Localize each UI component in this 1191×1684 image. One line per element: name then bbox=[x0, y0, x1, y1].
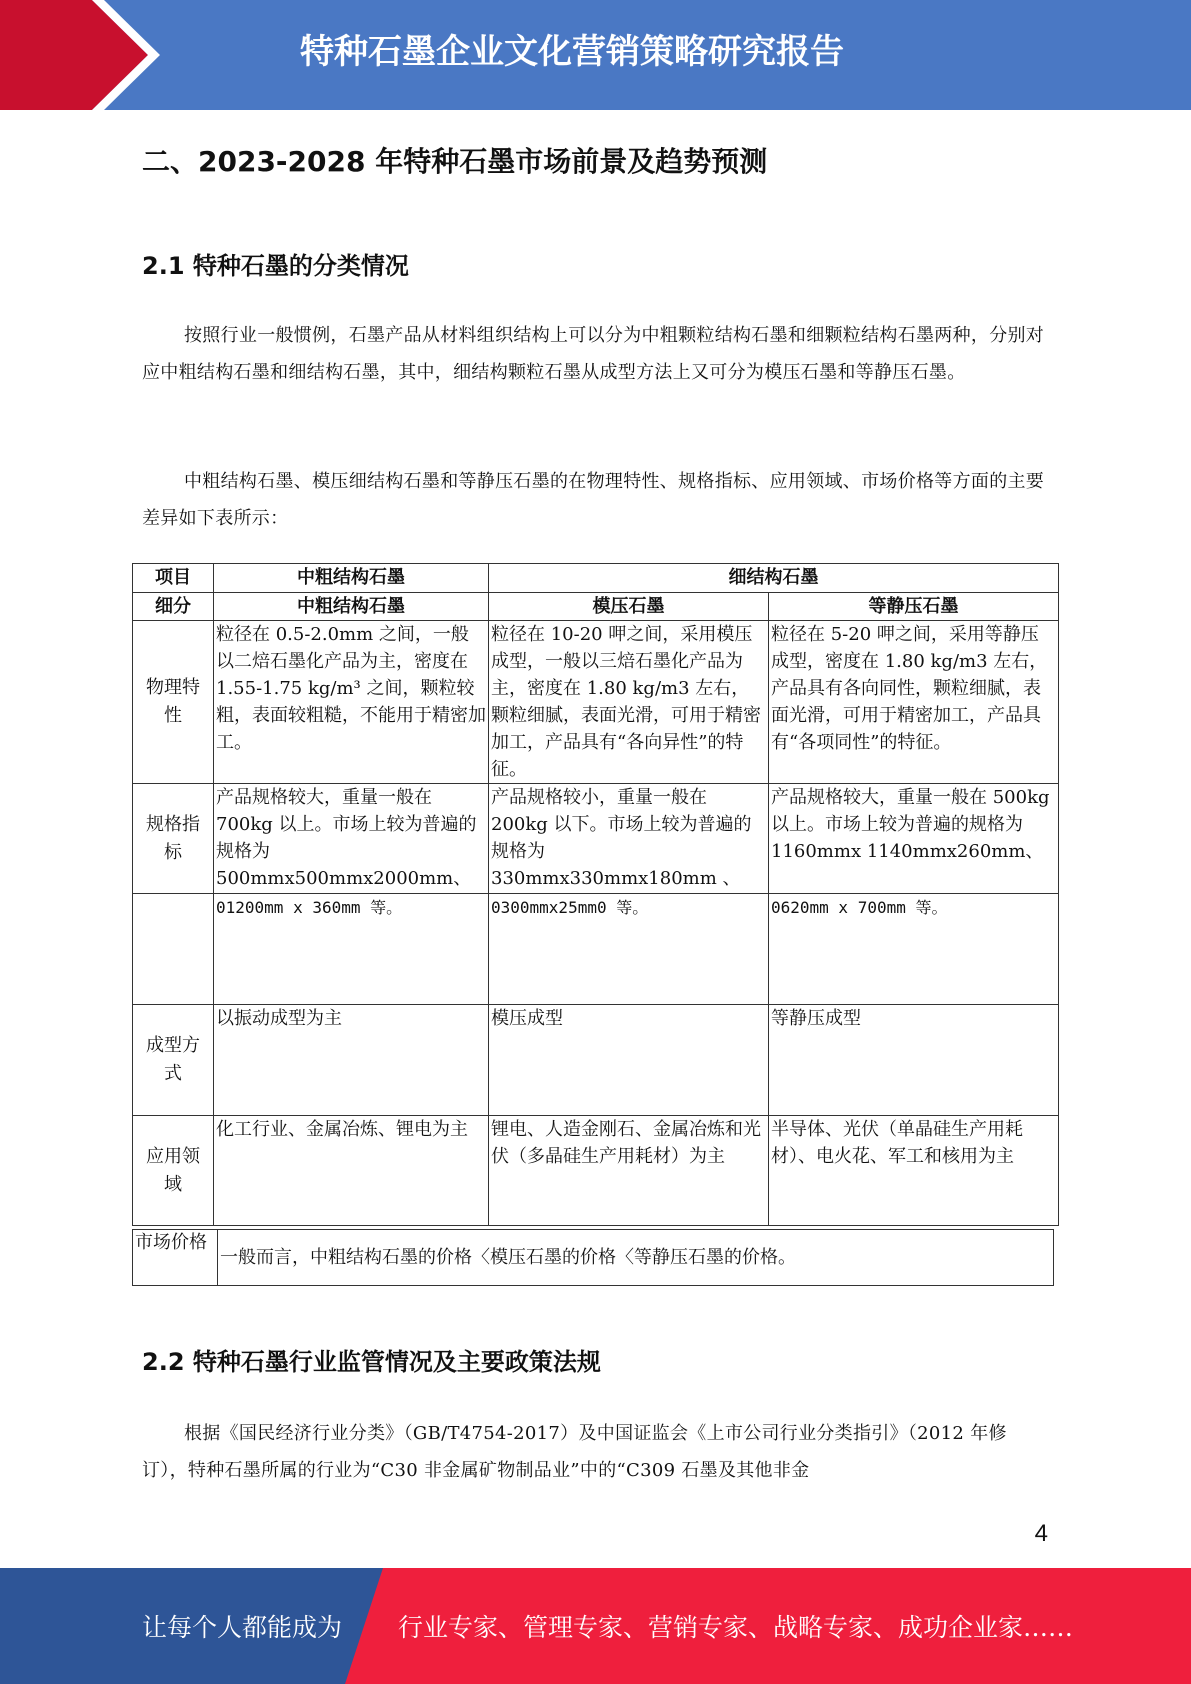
table-subheader-row bbox=[133, 593, 1059, 621]
cell-application-coarse: 化工行业、金属冶炼、锂电为主 bbox=[214, 1116, 489, 1226]
cell-application-iso: 半导体、光伏（单晶硅生产用耗材）、电火花、军工和核用为主 bbox=[769, 1116, 1059, 1226]
header-coarse: 中粗结构石墨 bbox=[214, 564, 489, 593]
subsection-heading-2-2: 2.2 特种石墨行业监管情况及主要政策法规 bbox=[142, 1348, 601, 1376]
page-footer-banner bbox=[0, 1568, 1191, 1684]
table-row bbox=[133, 894, 1059, 1005]
row-label-physical: 物理特性 bbox=[133, 621, 214, 784]
paragraph-differences: 中粗结构石墨、模压细结构石墨和等静压石墨的在物理特性、规格指标、应用领域、市场价格等方面的主要差异如下表所示： bbox=[142, 471, 1045, 529]
cell-physical-coarse: 粒径在 0.5-2.0mm 之间，一般以二焙石墨化产品为主，密度在 1.55-1.75 kg/m³ 之间，颗粒较粗，表面较粗糙，不能用于精密加工。 bbox=[214, 621, 489, 784]
cell-forming-iso: 等静压成型 bbox=[769, 1005, 1059, 1116]
footer-slogan-left: 让每个人都能成为 bbox=[142, 1613, 343, 1642]
row-label-forming: 成型方式 bbox=[133, 1005, 214, 1116]
price-table bbox=[132, 1229, 1054, 1286]
header-arrow-decoration bbox=[0, 0, 160, 110]
header-sub-coarse: 中粗结构石墨 bbox=[214, 593, 489, 621]
header-sub: 细分 bbox=[133, 593, 214, 621]
table-row bbox=[133, 621, 1059, 784]
cell-price-text: 一般而言，中粗结构石墨的价格〈模压石墨的价格〈等静压石墨的价格。 bbox=[218, 1230, 1054, 1286]
cell-forming-mold: 模压成型 bbox=[489, 1005, 769, 1116]
comparison-table bbox=[132, 563, 1059, 1226]
table-row bbox=[133, 1230, 1054, 1286]
table-row bbox=[133, 784, 1059, 894]
table-row bbox=[133, 1116, 1059, 1226]
table-header-row bbox=[133, 564, 1059, 593]
row-label-price: 市场价格 bbox=[133, 1230, 218, 1286]
subsection-heading-2-1: 2.1 特种石墨的分类情况 bbox=[142, 252, 409, 280]
header-fine: 细结构石墨 bbox=[489, 564, 1059, 593]
section-heading: 二、2023-2028 年特种石墨市场前景及趋势预测 bbox=[142, 145, 768, 178]
page-header-banner bbox=[0, 0, 1191, 110]
cell-spec-coarse-cont: 01200mm x 360mm 等。 bbox=[214, 894, 489, 1005]
header-mold: 模压石墨 bbox=[489, 593, 769, 621]
paragraph-regulation: 根据《国民经济行业分类》（GB/T4754-2017）及中国证监会《上市公司行业分类指引》（2012 年修订），特种石墨所属的行业为“C30 非金属矿物制品业”中的“C309 石墨及其他非金 bbox=[142, 1423, 1007, 1481]
header-item: 项目 bbox=[133, 564, 214, 593]
report-title: 特种石墨企业文化营销策略研究报告 bbox=[300, 32, 844, 72]
cell-physical-mold: 粒径在 10-20 呷之间，采用模压成型，一般以三焙石墨化产品为主，密度在 1.80 kg/m3 左右，颗粒细腻，表面光滑，可用于精密加工，产品具有“各向异性”的特征。 bbox=[489, 621, 769, 784]
page-number: 4 bbox=[1034, 1520, 1048, 1547]
cell-spec-mold: 产品规格较小，重量一般在 200kg 以下。市场上较为普遍的规格为 330mmx330mmx180mm 、 bbox=[489, 784, 769, 894]
cell-forming-coarse: 以振动成型为主 bbox=[214, 1005, 489, 1116]
cell-spec-mold-cont: 0300mmx25mm0 等。 bbox=[489, 894, 769, 1005]
cell-spec-coarse: 产品规格较大，重量一般在 700kg 以上。市场上较为普遍的规格为 500mmx500mmx2000mm、 bbox=[214, 784, 489, 894]
paragraph-classification: 按照行业一般惯例，石墨产品从材料组织结构上可以分为中粗颗粒结构石墨和细颗粒结构石墨两种，分别对应中粗结构石墨和细结构石墨，其中，细结构颗粒石墨从成型方法上又可分为模压石墨和等静压石墨。 bbox=[142, 325, 1045, 383]
row-label-application: 应用领域 bbox=[133, 1116, 214, 1226]
cell-spec-iso: 产品规格较大，重量一般在 500kg 以上。市场上较为普遍的规格为 1160mmx 1140mmx260mm、 bbox=[769, 784, 1059, 894]
table-row bbox=[133, 1005, 1059, 1116]
cell-physical-iso: 粒径在 5-20 呷之间，采用等静压成型，密度在 1.80 kg/m3 左右，产品具有各向同性，颗粒细腻，表面光滑，可用于精密加工，产品具有“各项同性”的特征。 bbox=[769, 621, 1059, 784]
cell-application-mold: 锂电、人造金刚石、金属冶炼和光伏（多晶硅生产用耗材）为主 bbox=[489, 1116, 769, 1226]
footer-slogan-right: 行业专家、管理专家、营销专家、战略专家、成功企业家…… bbox=[398, 1613, 1074, 1642]
row-label-spec: 规格指标 bbox=[133, 784, 214, 894]
cell-spec-iso-cont: 0620mm x 700mm 等。 bbox=[769, 894, 1059, 1005]
row-label-empty bbox=[133, 894, 214, 1005]
header-iso: 等静压石墨 bbox=[769, 593, 1059, 621]
